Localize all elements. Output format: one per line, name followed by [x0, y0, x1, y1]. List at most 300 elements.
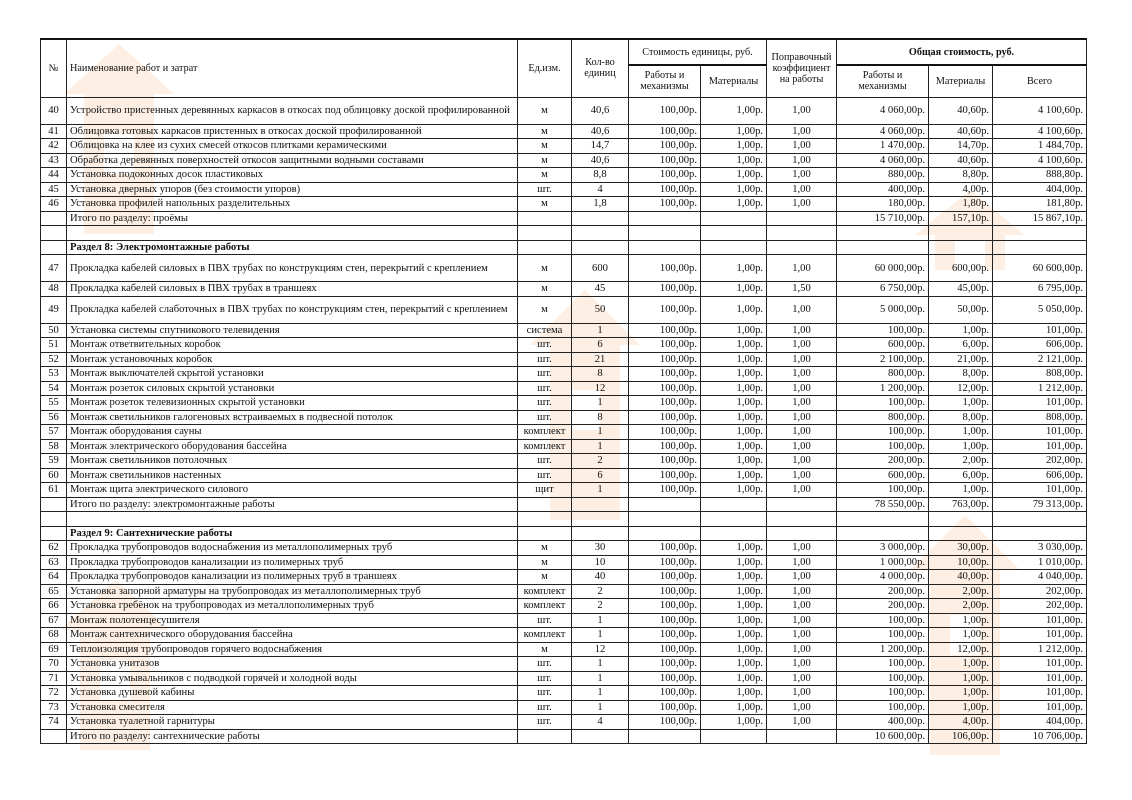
row-total-work: 1 470,00р.	[837, 139, 929, 154]
row-number: 71	[41, 671, 67, 686]
row-qty: 1	[572, 657, 629, 672]
row-unit-materials	[701, 526, 767, 541]
row-coef	[767, 226, 837, 241]
row-unit-work: 100,00р.	[629, 352, 701, 367]
row-number: 48	[41, 282, 67, 297]
row-total-all: 101,00р.	[993, 700, 1087, 715]
table-body	[41, 97, 1087, 744]
row-number: 56	[41, 410, 67, 425]
row-coef	[767, 240, 837, 255]
row-total-materials: 40,60р.	[929, 124, 993, 139]
row-coef	[767, 512, 837, 527]
row-total-materials: 1,00р.	[929, 613, 993, 628]
row-qty: 40	[572, 570, 629, 585]
row-coef: 1,00	[767, 153, 837, 168]
row-unit-materials	[701, 240, 767, 255]
row-number: 62	[41, 541, 67, 556]
row-number	[41, 512, 67, 527]
row-qty: 1	[572, 613, 629, 628]
row-unit-work: 100,00р.	[629, 425, 701, 440]
row-total-materials: 40,00р.	[929, 570, 993, 585]
row-unit-materials: 1,00р.	[701, 381, 767, 396]
table-row	[41, 715, 1087, 730]
row-total-work: 100,00р.	[837, 396, 929, 411]
row-number	[41, 240, 67, 255]
table-row	[41, 182, 1087, 197]
row-total-materials: 8,00р.	[929, 410, 993, 425]
row-total-work: 4 060,00р.	[837, 124, 929, 139]
row-qty: 12	[572, 381, 629, 396]
row-name: Монтаж ответвительных коробок	[67, 338, 518, 353]
table-row	[41, 296, 1087, 323]
row-name: Прокладка трубопроводов канализации из полимерных труб	[67, 555, 518, 570]
row-unit-work: 100,00р.	[629, 367, 701, 382]
table-row	[41, 570, 1087, 585]
row-qty: 6	[572, 468, 629, 483]
row-total-work: 180,00р.	[837, 197, 929, 212]
row-total-all: 15 867,10р.	[993, 211, 1087, 226]
row-total-work: 600,00р.	[837, 338, 929, 353]
row-coef: 1,00	[767, 425, 837, 440]
row-number: 40	[41, 97, 67, 124]
table-row	[41, 124, 1087, 139]
row-number: 41	[41, 124, 67, 139]
row-qty: 50	[572, 296, 629, 323]
row-unit-materials: 1,00р.	[701, 410, 767, 425]
row-unit: м	[518, 555, 572, 570]
row-qty: 4	[572, 182, 629, 197]
row-total-work: 100,00р.	[837, 613, 929, 628]
row-name: Обработка деревянных поверхностей откосов защитными водными составами	[67, 153, 518, 168]
row-qty: 40,6	[572, 124, 629, 139]
row-total-all: 4 100,60р.	[993, 97, 1087, 124]
row-total-all: 101,00р.	[993, 483, 1087, 498]
row-total-work: 1 000,00р.	[837, 555, 929, 570]
row-qty: 1	[572, 425, 629, 440]
row-total-materials: 1,00р.	[929, 657, 993, 672]
row-qty: 4	[572, 715, 629, 730]
row-total-work	[837, 526, 929, 541]
row-unit	[518, 226, 572, 241]
row-unit-work: 100,00р.	[629, 671, 701, 686]
row-unit-materials: 1,00р.	[701, 657, 767, 672]
row-qty	[572, 240, 629, 255]
row-coef: 1,00	[767, 628, 837, 643]
row-total-all: 101,00р.	[993, 657, 1087, 672]
row-number: 72	[41, 686, 67, 701]
row-unit-materials	[701, 729, 767, 744]
row-total-all: 404,00р.	[993, 715, 1087, 730]
row-name: Монтаж светильников потолочных	[67, 454, 518, 469]
row-unit-work: 100,00р.	[629, 153, 701, 168]
row-total-materials: 1,00р.	[929, 323, 993, 338]
row-total-work: 1 200,00р.	[837, 381, 929, 396]
table-row	[41, 686, 1087, 701]
row-name: Монтаж выключателей скрытой установки	[67, 367, 518, 382]
row-unit: м	[518, 282, 572, 297]
row-qty	[572, 526, 629, 541]
row-unit-materials: 1,00р.	[701, 584, 767, 599]
table-row	[41, 153, 1087, 168]
row-unit-materials: 1,00р.	[701, 296, 767, 323]
row-unit: м	[518, 296, 572, 323]
header-total-all: Всего	[993, 65, 1087, 97]
row-number: 64	[41, 570, 67, 585]
row-unit-materials: 1,00р.	[701, 124, 767, 139]
row-total-work: 800,00р.	[837, 367, 929, 382]
row-unit: комплект	[518, 439, 572, 454]
row-total-all: 79 313,00р.	[993, 497, 1087, 512]
row-unit	[518, 211, 572, 226]
row-unit-work	[629, 211, 701, 226]
row-total-all: 808,00р.	[993, 367, 1087, 382]
row-coef: 1,00	[767, 541, 837, 556]
row-unit-materials: 1,00р.	[701, 168, 767, 183]
row-unit: м	[518, 255, 572, 282]
row-unit: комплект	[518, 599, 572, 614]
row-qty: 1	[572, 671, 629, 686]
row-unit-materials: 1,00р.	[701, 367, 767, 382]
row-unit-work: 100,00р.	[629, 599, 701, 614]
row-coef: 1,00	[767, 454, 837, 469]
row-qty: 45	[572, 282, 629, 297]
row-number	[41, 211, 67, 226]
row-unit: м	[518, 197, 572, 212]
row-total-all: 101,00р.	[993, 628, 1087, 643]
row-name: Установка гребёнок на трубопроводах из металлополимерных труб	[67, 599, 518, 614]
table-row	[41, 425, 1087, 440]
row-unit: шт.	[518, 715, 572, 730]
row-unit: шт.	[518, 352, 572, 367]
header-work: Работы и механизмы	[629, 65, 701, 97]
table-row	[41, 139, 1087, 154]
row-total-all: 1 212,00р.	[993, 642, 1087, 657]
row-name: Прокладка кабелей силовых в ПВХ трубах по конструкциям стен, перекрытий с креплением	[67, 255, 518, 282]
row-number: 47	[41, 255, 67, 282]
row-unit-materials	[701, 226, 767, 241]
row-total-work: 100,00р.	[837, 686, 929, 701]
row-total-all: 6 795,00р.	[993, 282, 1087, 297]
row-unit-work	[629, 226, 701, 241]
row-coef: 1,00	[767, 396, 837, 411]
row-total-work: 100,00р.	[837, 700, 929, 715]
row-coef	[767, 526, 837, 541]
row-total-work: 200,00р.	[837, 584, 929, 599]
row-qty: 1	[572, 396, 629, 411]
table-row	[41, 282, 1087, 297]
row-unit-work: 100,00р.	[629, 338, 701, 353]
row-total-materials: 1,00р.	[929, 425, 993, 440]
row-unit-work: 100,00р.	[629, 686, 701, 701]
row-number: 65	[41, 584, 67, 599]
row-total-all: 1 010,00р.	[993, 555, 1087, 570]
row-number: 42	[41, 139, 67, 154]
row-unit: шт.	[518, 381, 572, 396]
row-total-all: 888,80р.	[993, 168, 1087, 183]
row-total-work: 100,00р.	[837, 439, 929, 454]
table-row	[41, 584, 1087, 599]
row-unit-materials: 1,00р.	[701, 197, 767, 212]
row-total-work: 400,00р.	[837, 715, 929, 730]
row-coef: 1,00	[767, 323, 837, 338]
row-unit-work: 100,00р.	[629, 381, 701, 396]
row-total-materials: 2,00р.	[929, 599, 993, 614]
row-total-materials: 2,00р.	[929, 584, 993, 599]
row-unit-work: 100,00р.	[629, 454, 701, 469]
row-total-all: 101,00р.	[993, 686, 1087, 701]
row-unit-work: 100,00р.	[629, 396, 701, 411]
row-total-materials: 763,00р.	[929, 497, 993, 512]
row-total-materials: 40,60р.	[929, 97, 993, 124]
row-total-all: 10 706,00р.	[993, 729, 1087, 744]
table-row	[41, 168, 1087, 183]
row-unit-work: 100,00р.	[629, 282, 701, 297]
row-total-work: 60 000,00р.	[837, 255, 929, 282]
row-total-materials: 2,00р.	[929, 454, 993, 469]
row-coef	[767, 211, 837, 226]
header-materials: Материалы	[701, 65, 767, 97]
row-name: Устройство пристенных деревянных каркасов в откосах под облицовку доской профилированной	[67, 97, 518, 124]
row-total-work: 10 600,00р.	[837, 729, 929, 744]
table-row	[41, 439, 1087, 454]
row-unit-materials: 1,00р.	[701, 439, 767, 454]
row-qty: 10	[572, 555, 629, 570]
row-total-all: 4 040,00р.	[993, 570, 1087, 585]
row-qty	[572, 226, 629, 241]
row-unit: щит	[518, 483, 572, 498]
row-qty: 1	[572, 628, 629, 643]
table-row	[41, 97, 1087, 124]
row-number: 66	[41, 599, 67, 614]
row-unit-materials: 1,00р.	[701, 541, 767, 556]
row-unit-work: 100,00р.	[629, 439, 701, 454]
row-total-materials: 1,80р.	[929, 197, 993, 212]
row-number: 69	[41, 642, 67, 657]
row-unit: шт.	[518, 700, 572, 715]
row-number: 74	[41, 715, 67, 730]
row-total-all: 606,00р.	[993, 338, 1087, 353]
row-unit-work: 100,00р.	[629, 642, 701, 657]
table-row	[41, 657, 1087, 672]
row-coef: 1,00	[767, 338, 837, 353]
row-coef: 1,00	[767, 197, 837, 212]
row-coef: 1,00	[767, 124, 837, 139]
section-header-row	[41, 240, 1087, 255]
table-row	[41, 396, 1087, 411]
row-total-all: 101,00р.	[993, 671, 1087, 686]
row-unit	[518, 729, 572, 744]
row-unit: м	[518, 642, 572, 657]
row-qty	[572, 211, 629, 226]
table-row	[41, 197, 1087, 212]
row-total-materials: 1,00р.	[929, 686, 993, 701]
header-qty: Кол-во единиц	[572, 39, 629, 97]
row-total-work: 400,00р.	[837, 182, 929, 197]
row-unit: шт.	[518, 657, 572, 672]
row-unit: м	[518, 139, 572, 154]
row-total-work: 100,00р.	[837, 323, 929, 338]
row-qty: 600	[572, 255, 629, 282]
table-row	[41, 555, 1087, 570]
row-total-all	[993, 240, 1087, 255]
table-row	[41, 255, 1087, 282]
row-unit-materials: 1,00р.	[701, 468, 767, 483]
row-unit-materials: 1,00р.	[701, 255, 767, 282]
row-total-materials: 1,00р.	[929, 396, 993, 411]
row-total-all: 101,00р.	[993, 323, 1087, 338]
blank-row	[41, 512, 1087, 527]
row-unit	[518, 240, 572, 255]
row-unit: шт.	[518, 671, 572, 686]
row-total-work: 2 100,00р.	[837, 352, 929, 367]
row-unit-materials: 1,00р.	[701, 97, 767, 124]
row-coef: 1,00	[767, 97, 837, 124]
row-name: Установка смесителя	[67, 700, 518, 715]
row-unit-work: 100,00р.	[629, 410, 701, 425]
row-total-all: 101,00р.	[993, 439, 1087, 454]
row-number: 68	[41, 628, 67, 643]
header-coef: Поправочный коэффициент на работы	[767, 39, 837, 97]
row-total-all: 1 484,70р.	[993, 139, 1087, 154]
row-coef: 1,00	[767, 715, 837, 730]
row-total-materials: 45,00р.	[929, 282, 993, 297]
row-unit: м	[518, 97, 572, 124]
row-total-all: 4 100,60р.	[993, 124, 1087, 139]
row-total-work: 880,00р.	[837, 168, 929, 183]
row-name: Монтаж светильников настенных	[67, 468, 518, 483]
row-unit: комплект	[518, 584, 572, 599]
row-total-work: 800,00р.	[837, 410, 929, 425]
table-row	[41, 410, 1087, 425]
row-coef: 1,00	[767, 381, 837, 396]
row-name: Раздел 9: Сантехнические работы	[67, 526, 518, 541]
row-unit-work: 100,00р.	[629, 296, 701, 323]
row-unit-materials: 1,00р.	[701, 642, 767, 657]
row-number: 52	[41, 352, 67, 367]
row-qty: 40,6	[572, 153, 629, 168]
row-qty: 30	[572, 541, 629, 556]
row-unit-materials: 1,00р.	[701, 338, 767, 353]
row-number: 63	[41, 555, 67, 570]
row-unit-materials: 1,00р.	[701, 454, 767, 469]
row-unit-work: 100,00р.	[629, 555, 701, 570]
row-number: 70	[41, 657, 67, 672]
row-name: Монтаж установочных коробок	[67, 352, 518, 367]
row-unit-work: 100,00р.	[629, 715, 701, 730]
row-total-materials: 14,70р.	[929, 139, 993, 154]
row-unit: шт.	[518, 367, 572, 382]
row-name: Облицовка на клее из сухих смесей откосов плитками керамическими	[67, 139, 518, 154]
row-total-work	[837, 240, 929, 255]
row-total-materials: 600,00р.	[929, 255, 993, 282]
row-total-all: 404,00р.	[993, 182, 1087, 197]
row-name: Итого по разделу: сантехнические работы	[67, 729, 518, 744]
row-qty: 1	[572, 686, 629, 701]
row-number: 49	[41, 296, 67, 323]
row-total-materials: 1,00р.	[929, 439, 993, 454]
row-coef: 1,00	[767, 367, 837, 382]
row-total-materials: 40,60р.	[929, 153, 993, 168]
table-row	[41, 468, 1087, 483]
row-name: Раздел 8: Электромонтажные работы	[67, 240, 518, 255]
row-coef: 1,00	[767, 483, 837, 498]
row-total-work: 200,00р.	[837, 454, 929, 469]
row-qty	[572, 729, 629, 744]
row-name: Итого по разделу: электромонтажные работы	[67, 497, 518, 512]
row-number	[41, 497, 67, 512]
row-total-all: 3 030,00р.	[993, 541, 1087, 556]
row-unit: шт.	[518, 182, 572, 197]
row-coef: 1,00	[767, 584, 837, 599]
table-row	[41, 599, 1087, 614]
row-total-materials: 12,00р.	[929, 642, 993, 657]
row-unit-materials: 1,00р.	[701, 570, 767, 585]
header-num: №	[41, 39, 67, 97]
row-unit: шт.	[518, 454, 572, 469]
row-coef: 1,00	[767, 642, 837, 657]
row-unit-work: 100,00р.	[629, 197, 701, 212]
row-unit-work: 100,00р.	[629, 139, 701, 154]
row-unit	[518, 526, 572, 541]
row-total-materials: 8,80р.	[929, 168, 993, 183]
row-total-all: 181,80р.	[993, 197, 1087, 212]
row-name: Установка душевой кабины	[67, 686, 518, 701]
row-total-materials: 10,00р.	[929, 555, 993, 570]
row-coef: 1,00	[767, 686, 837, 701]
row-qty: 8	[572, 410, 629, 425]
row-coef: 1,00	[767, 671, 837, 686]
row-total-materials: 1,00р.	[929, 671, 993, 686]
header-total-work: Работы и механизмы	[837, 65, 929, 97]
row-coef: 1,00	[767, 139, 837, 154]
row-total-work: 100,00р.	[837, 657, 929, 672]
row-coef: 1,00	[767, 555, 837, 570]
row-qty: 1,8	[572, 197, 629, 212]
table-row	[41, 352, 1087, 367]
row-coef: 1,50	[767, 282, 837, 297]
row-total-work: 100,00р.	[837, 628, 929, 643]
section-total-row	[41, 211, 1087, 226]
row-name: Установка запорной арматуры на трубопроводах из металлополимерных труб	[67, 584, 518, 599]
row-coef: 1,00	[767, 700, 837, 715]
row-unit-materials: 1,00р.	[701, 613, 767, 628]
estimate-table	[40, 38, 1087, 744]
row-unit-work	[629, 240, 701, 255]
row-number: 73	[41, 700, 67, 715]
header-unit-cost: Стоимость единицы, руб.	[629, 39, 767, 65]
row-name: Монтаж оборудования сауны	[67, 425, 518, 440]
row-unit-materials: 1,00р.	[701, 396, 767, 411]
row-total-all: 808,00р.	[993, 410, 1087, 425]
table-row	[41, 367, 1087, 382]
row-coef: 1,00	[767, 296, 837, 323]
row-total-work: 5 000,00р.	[837, 296, 929, 323]
row-unit-materials: 1,00р.	[701, 599, 767, 614]
row-total-work	[837, 226, 929, 241]
row-total-materials: 21,00р.	[929, 352, 993, 367]
row-unit: м	[518, 541, 572, 556]
row-total-materials: 157,10р.	[929, 211, 993, 226]
row-name: Монтаж полотенцесушителя	[67, 613, 518, 628]
row-total-work: 4 060,00р.	[837, 153, 929, 168]
row-total-all: 4 100,60р.	[993, 153, 1087, 168]
row-number: 45	[41, 182, 67, 197]
row-total-work: 1 200,00р.	[837, 642, 929, 657]
row-name: Монтаж электрического оборудования бассейна	[67, 439, 518, 454]
row-total-all	[993, 526, 1087, 541]
row-unit	[518, 512, 572, 527]
row-total-all: 5 050,00р.	[993, 296, 1087, 323]
